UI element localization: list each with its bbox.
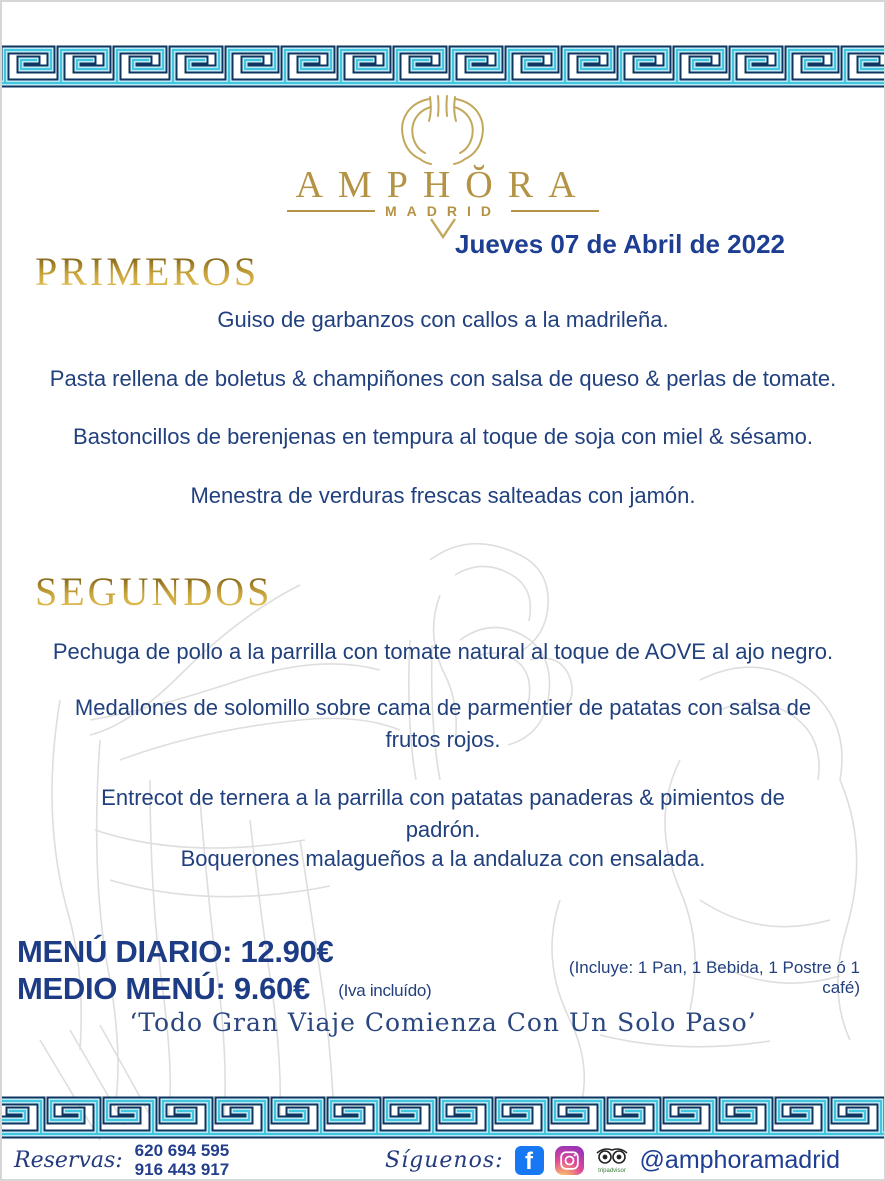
footer [0, 1139, 886, 1181]
amphora-logo-icon [383, 93, 503, 171]
greek-key-border-top [0, 44, 886, 88]
menu-item: Entrecot de ternera a la parrilla con patatas panaderas & pimientos de padrón. [101, 785, 785, 842]
iva-note: (Iva incluído) [338, 981, 432, 1000]
menu-item: Pechuga de pollo a la parrilla con tomate natural al toque de AOVE al ajo negro. [52, 639, 834, 664]
brand-subtitle-row [0, 203, 886, 219]
menu-item: Pasta rellena de boletus & champiñones con salsa de queso & perlas de tomate. [49, 366, 837, 391]
pricing-block [17, 933, 431, 1009]
menu-item: Medallones de solomillo sobre cama de parmentier de patatas con salsa de frutos rojos. [74, 695, 812, 752]
left-rule [287, 210, 375, 212]
phone-number-2: 916 443 917 [134, 1160, 230, 1179]
social-group [385, 1145, 840, 1175]
greek-key-border-bottom [0, 1095, 886, 1139]
medio-menu-price-line: MEDIO MENÚ: 9.60€ (Iva incluído) [17, 971, 432, 1006]
menu-diario-price-line: MENÚ DIARIO: 12.90€ [17, 934, 334, 969]
siguenos-label: Síguenos: [385, 1147, 504, 1173]
reservations-group [14, 1141, 229, 1179]
social-handle[interactable]: @amphoramadrid [639, 1145, 840, 1174]
reservas-label: Reservas: [14, 1147, 123, 1173]
right-rule [511, 210, 599, 212]
motto-quote: ‘Todo Gran Viaje Comienza Con Un Solo Paso’ [129, 1008, 757, 1037]
phone-number-1: 620 694 595 [134, 1141, 230, 1160]
menu-item: Boquerones malagueños a la andaluza con ensalada. [180, 846, 706, 871]
menu-date: Jueves 07 de Abril de 2022 [454, 229, 785, 259]
brand-wordmark: AMPHŎRA [295, 164, 591, 206]
instagram-icon[interactable] [555, 1146, 584, 1175]
section-title-segundos: SEGUNDOS [35, 569, 273, 614]
includes-note: (Incluye: 1 Pan, 1 Bebida, 1 Postre ó 1 café) [568, 958, 860, 997]
menu-diario-price: 12.90€ [240, 934, 334, 969]
section-title-primeros: PRIMEROS [35, 249, 260, 294]
brand-city: MADRID [385, 203, 501, 219]
facebook-icon[interactable]: f [515, 1146, 544, 1175]
tripadvisor-icon[interactable] [595, 1145, 629, 1175]
menu-item: Bastoncillos de berenjenas en tempura al toque de soja con miel & sésamo. [73, 424, 813, 449]
menu-item: Guiso de garbanzos con callos a la madrileña. [217, 307, 669, 332]
medio-menu-price: 9.60€ [233, 971, 310, 1006]
menu-item: Menestra de verduras frescas salteadas con jamón. [190, 483, 696, 508]
phone-numbers [135, 1141, 230, 1179]
svg-text:tripadvisor: tripadvisor [597, 1168, 626, 1174]
